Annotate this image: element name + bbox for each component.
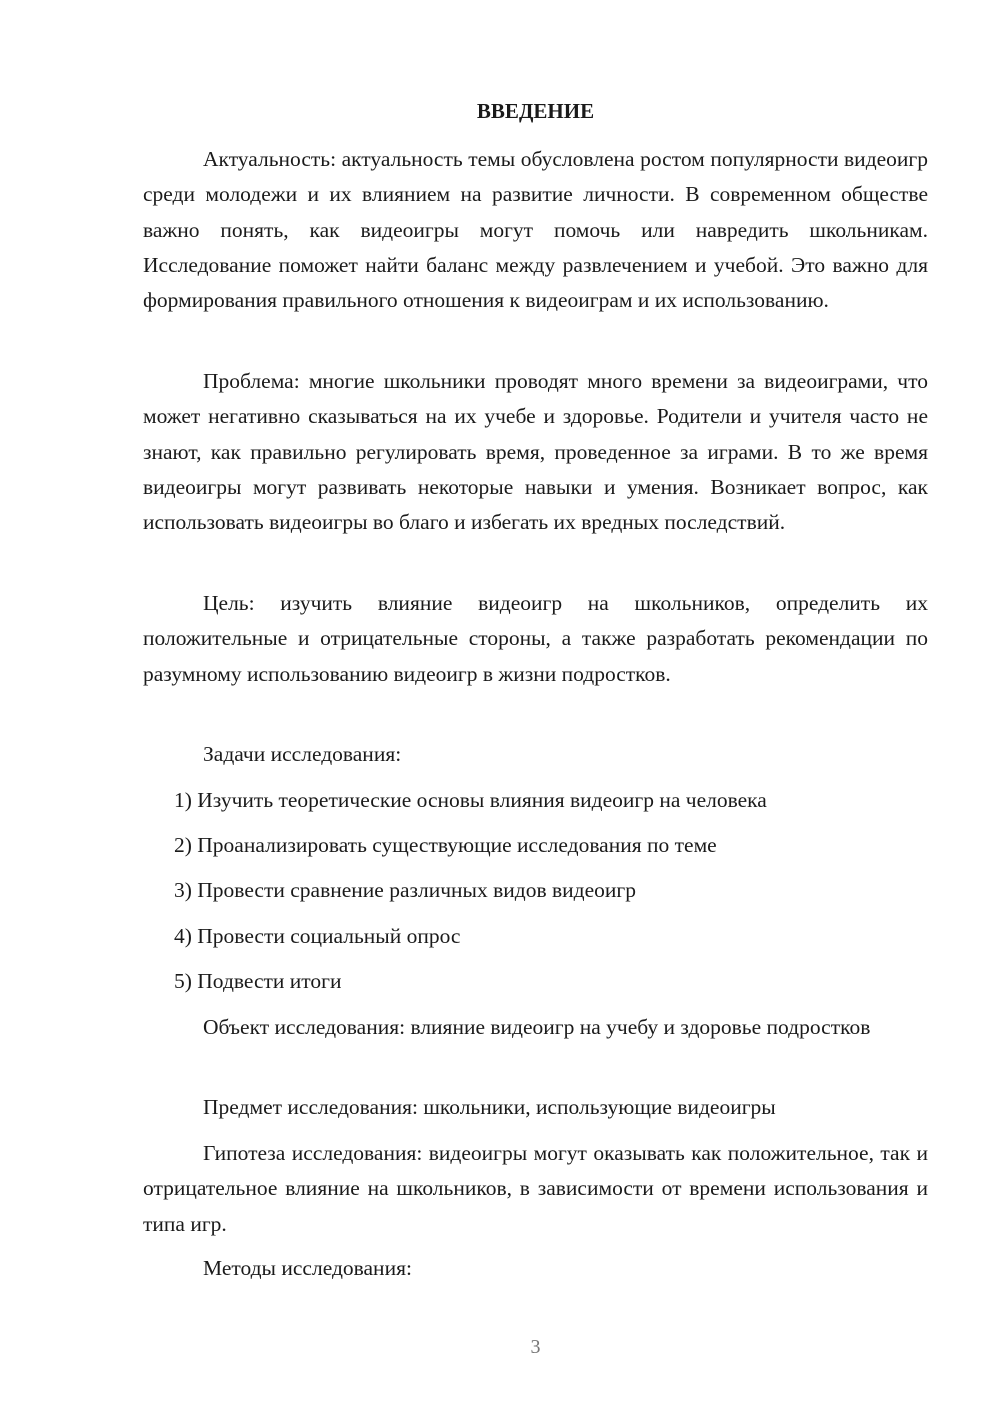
subject-paragraph: Предмет исследования: школьники, использующие видеоигры [203,1095,776,1119]
tasks-heading: Задачи исследования: [203,742,402,766]
methods-heading: Методы исследования: [203,1256,412,1280]
hypothesis-paragraph: Гипотеза исследования: видеоигры могут оказывать как положительное, так и отрицательное влияние на школьников, в зависимости от времени использования и типа игр. [143,1141,928,1236]
problem-paragraph: Проблема: многие школьники проводят много времени за видеоиграми, что может негативно сказываться на их учебе и здоровье. Родители и учителя часто не знают, как правильно регулировать время, проведенное за играми. В то же время видеоигры могут развивать некоторые навыки и умения. Возникает вопрос, как использовать видеоигры во благо и избегать их вредных последствий. [143,369,928,535]
document-page [143,0,928,1414]
relevance-paragraph: Актуальность: актуальность темы обусловлена ростом популярности видеоигр среди молодежи и их влиянием на развитие личности. В современном обществе важно понять, как видеоигры могут помочь или навредить школьникам. Исследование поможет найти баланс между развлечением и учебой. Это важно для формирования правильного отношения к видеоиграм и их использованию. [143,147,928,313]
page-number: 3 [530,1336,541,1358]
section-heading: ВВЕДЕНИЕ [476,99,595,123]
object-paragraph: Объект исследования: влияние видеоигр на учебу и здоровье подростков [203,1015,871,1039]
task-item-1: 1) Изучить теоретические основы влияния видеоигр на человека [174,788,767,812]
task-item-2: 2) Проанализировать существующие исследования по теме [174,833,717,857]
goal-paragraph: Цель: изучить влияние видеоигр на школьников, определить их положительные и отрицательные стороны, а также разработать рекомендации по разумному использованию видеоигр в жизни подростков. [143,591,928,686]
task-item-3: 3) Провести сравнение различных видов видеоигр [174,878,636,902]
task-item-5: 5) Подвести итоги [174,969,342,993]
task-item-4: 4) Провести социальный опрос [174,924,461,948]
